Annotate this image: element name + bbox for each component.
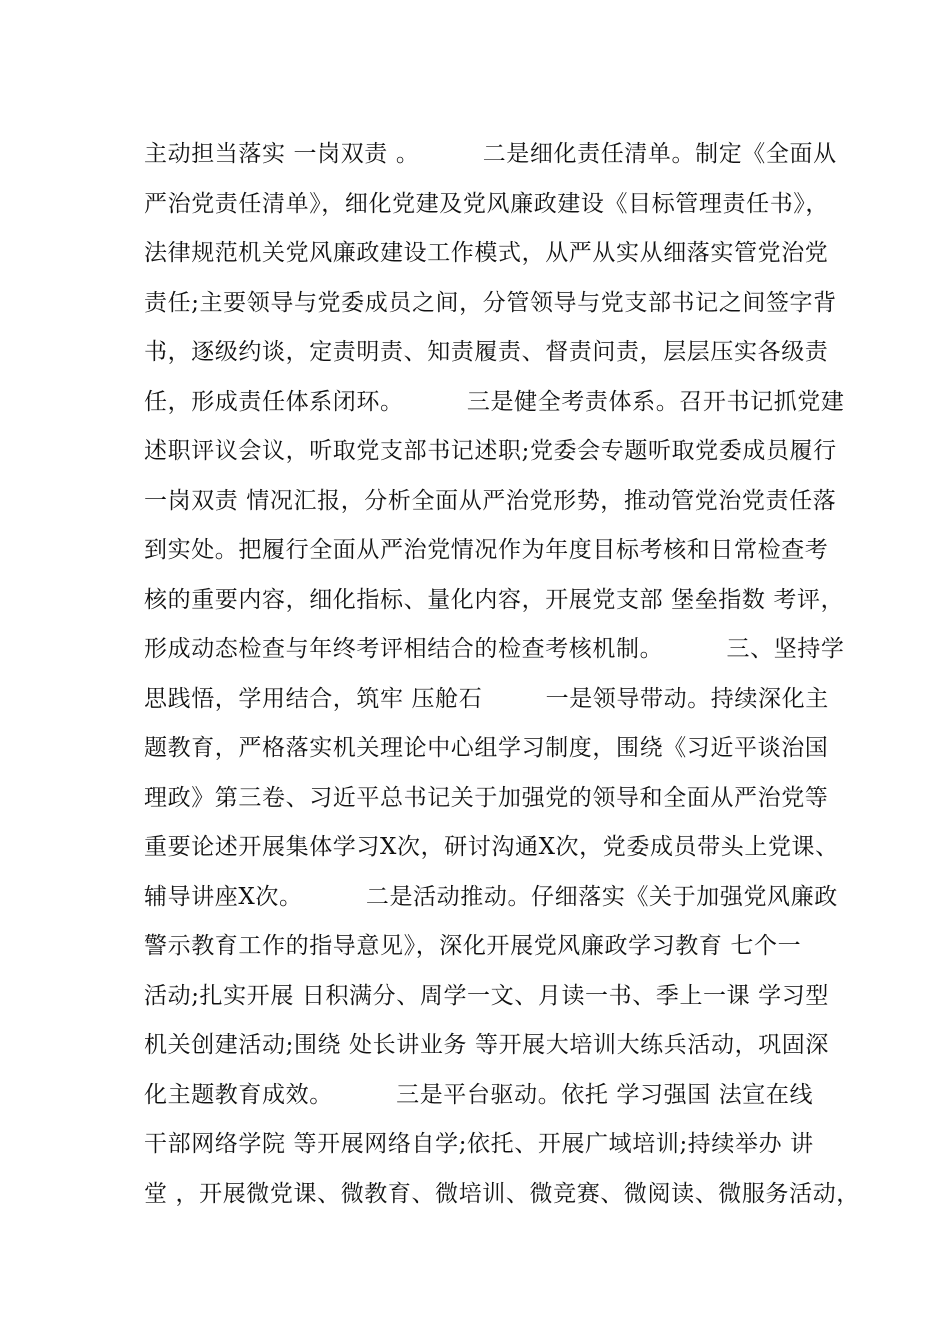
text-line-16: 辅导讲座X次。 二是活动推动。仔细落实《关于加强党风廉政 — [144, 883, 838, 910]
text-line-6: 任，形成责任体系闭环。 三是健全考责体系。召开书记抓党建 — [144, 388, 845, 415]
text-line-13: 题教育，严格落实机关理论中心组学习制度，围绕《习近平谈治国 — [144, 735, 829, 761]
text-line-11: 形成动态检查与年终考评相结合的检查考核机制。 三、坚持学 — [144, 636, 845, 662]
text-line-18: 活动;扎实开展 日积满分、周学一文、月读一书、季上一课 学习型 — [144, 982, 829, 1009]
text-line-10: 核的重要内容，细化指标、量化内容，开展党支部 堡垒指数 考评， — [144, 586, 845, 613]
text-line-5: 书，逐级约谈，定责明责、知责履责、督责问责，层层压实各级责 — [144, 339, 829, 365]
text-line-22: 堂 ，开展微党课、微教育、微培训、微竞赛、微阅读、微服务活动， — [144, 1180, 860, 1207]
text-line-21: 干部网络学院 等开展网络自学;依托、开展广域培训;持续举办 讲 — [144, 1131, 814, 1157]
text-line-15: 重要论述开展集体学习X次，研讨沟通X次，党委成员带头上党课、 — [144, 834, 839, 860]
text-line-19: 机关创建活动;围绕 处长讲业务 等开展大培训大练兵活动，巩固深 — [144, 1032, 829, 1058]
text-line-14: 理政》第三卷、习近平总书记关于加强党的领导和全面从严治党等 — [144, 784, 829, 811]
text-line-3: 法律规范机关党风廉政建设工作模式，从严从实从细落实管党治党 — [144, 240, 829, 266]
text-line-20: 化主题教育成效。 三是平台驱动。依托 学习强国 法宣在线 — [144, 1081, 814, 1108]
text-line-8: 一岗双责 情况汇报，分析全面从严治党形势，推动管党治党责任落 — [144, 487, 837, 514]
text-line-2: 严治党责任清单》，细化党建及党风廉政建设《目标管理责任书》， — [144, 190, 829, 217]
text-line-7: 述职评议会议，听取党支部书记述职;党委会专题听取党委成员履行 — [144, 438, 837, 464]
text-line-4: 责任;主要领导与党委成员之间，分管领导与党支部书记之间签字背 — [144, 289, 837, 316]
text-line-9: 到实处。把履行全面从严治党情况作为年度目标考核和日常检查考 — [144, 537, 829, 563]
body-text — [144, 134, 860, 1223]
text-line-17: 警示教育工作的指导意见》，深化开展党风廉政学习教育 七个一 — [144, 933, 802, 959]
text-line-1: 主动担当落实 一岗双责 。 二是细化责任清单。制定《全面从 — [144, 141, 837, 167]
text-line-12: 思践悟，学用结合，筑牢 压舱石 一是领导带动。持续深化主 — [144, 685, 829, 712]
